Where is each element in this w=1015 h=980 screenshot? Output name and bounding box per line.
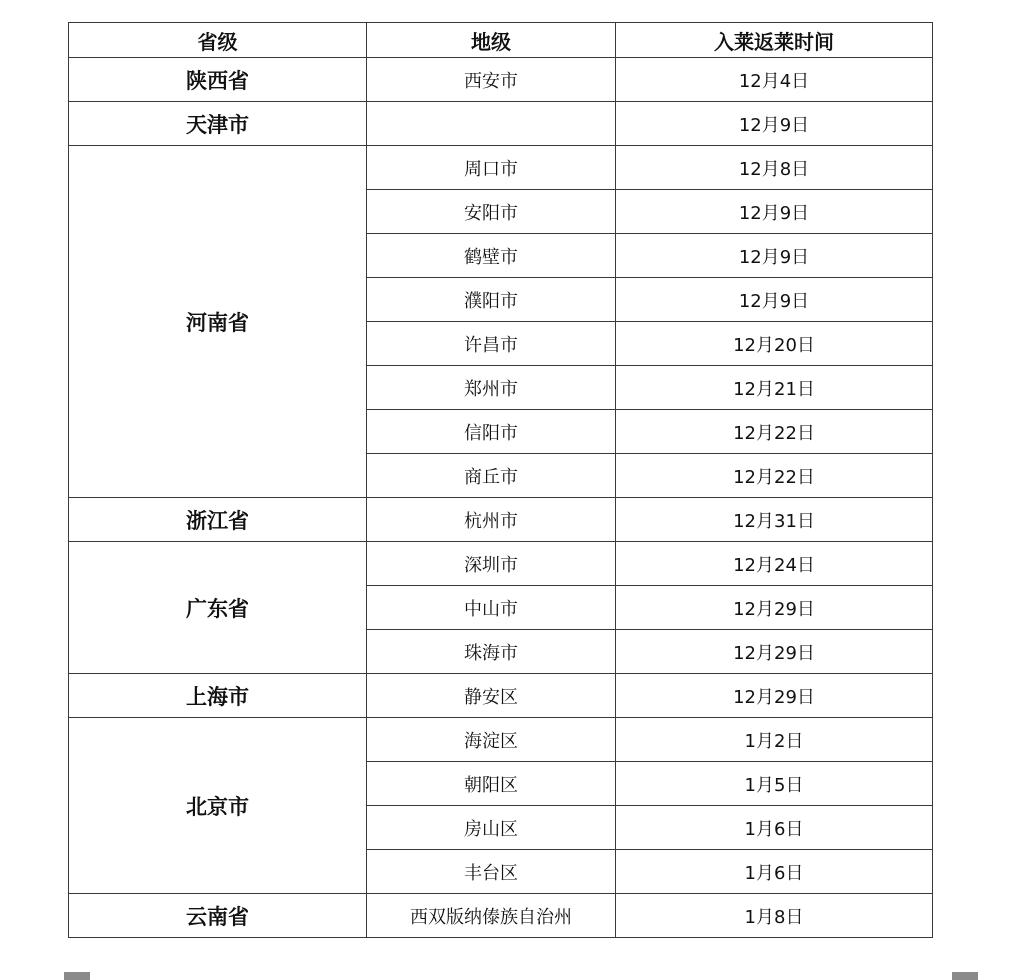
date-cell: 12月29日 (616, 674, 933, 718)
travel-dates-table (68, 22, 933, 938)
province-cell: 天津市 (69, 102, 367, 146)
date-cell: 12月21日 (616, 366, 933, 410)
header-row (69, 23, 933, 58)
city-cell: 中山市 (367, 586, 616, 630)
city-cell: 许昌市 (367, 322, 616, 366)
table-header (69, 23, 933, 58)
province-cell: 北京市 (69, 718, 367, 894)
city-cell: 信阳市 (367, 410, 616, 454)
date-cell: 12月9日 (616, 102, 933, 146)
table-row (69, 894, 933, 938)
date-cell: 12月22日 (616, 410, 933, 454)
date-cell: 1月5日 (616, 762, 933, 806)
date-cell: 12月4日 (616, 58, 933, 102)
date-cell: 12月9日 (616, 190, 933, 234)
city-cell: 杭州市 (367, 498, 616, 542)
date-cell: 12月22日 (616, 454, 933, 498)
city-cell: 朝阳区 (367, 762, 616, 806)
date-cell: 12月29日 (616, 630, 933, 674)
bottom-edge-mark-right (952, 972, 978, 980)
table-row (69, 498, 933, 542)
date-cell: 12月9日 (616, 278, 933, 322)
date-cell: 12月20日 (616, 322, 933, 366)
city-cell: 安阳市 (367, 190, 616, 234)
city-cell (367, 102, 616, 146)
header-date: 入莱返莱时间 (616, 23, 933, 58)
city-cell: 海淀区 (367, 718, 616, 762)
province-cell: 陕西省 (69, 58, 367, 102)
city-cell: 鹤壁市 (367, 234, 616, 278)
city-cell: 珠海市 (367, 630, 616, 674)
city-cell: 房山区 (367, 806, 616, 850)
province-cell: 浙江省 (69, 498, 367, 542)
city-cell: 西双版纳傣族自治州 (367, 894, 616, 938)
province-cell: 河南省 (69, 146, 367, 498)
table-row (69, 58, 933, 102)
city-cell: 深圳市 (367, 542, 616, 586)
table-row (69, 102, 933, 146)
table-body (69, 58, 933, 938)
city-cell: 静安区 (367, 674, 616, 718)
header-city: 地级 (367, 23, 616, 58)
date-cell: 12月8日 (616, 146, 933, 190)
bottom-edge-mark-left (64, 972, 90, 980)
province-cell: 上海市 (69, 674, 367, 718)
date-cell: 12月24日 (616, 542, 933, 586)
city-cell: 西安市 (367, 58, 616, 102)
date-cell: 12月9日 (616, 234, 933, 278)
date-cell: 1月8日 (616, 894, 933, 938)
city-cell: 周口市 (367, 146, 616, 190)
province-cell: 广东省 (69, 542, 367, 674)
table-row (69, 718, 933, 762)
city-cell: 丰台区 (367, 850, 616, 894)
city-cell: 商丘市 (367, 454, 616, 498)
date-cell: 1月6日 (616, 806, 933, 850)
date-cell: 12月31日 (616, 498, 933, 542)
header-province: 省级 (69, 23, 367, 58)
table-row (69, 146, 933, 190)
table-row (69, 674, 933, 718)
date-cell: 1月2日 (616, 718, 933, 762)
date-cell: 12月29日 (616, 586, 933, 630)
city-cell: 濮阳市 (367, 278, 616, 322)
table-row (69, 542, 933, 586)
city-cell: 郑州市 (367, 366, 616, 410)
date-cell: 1月6日 (616, 850, 933, 894)
province-cell: 云南省 (69, 894, 367, 938)
